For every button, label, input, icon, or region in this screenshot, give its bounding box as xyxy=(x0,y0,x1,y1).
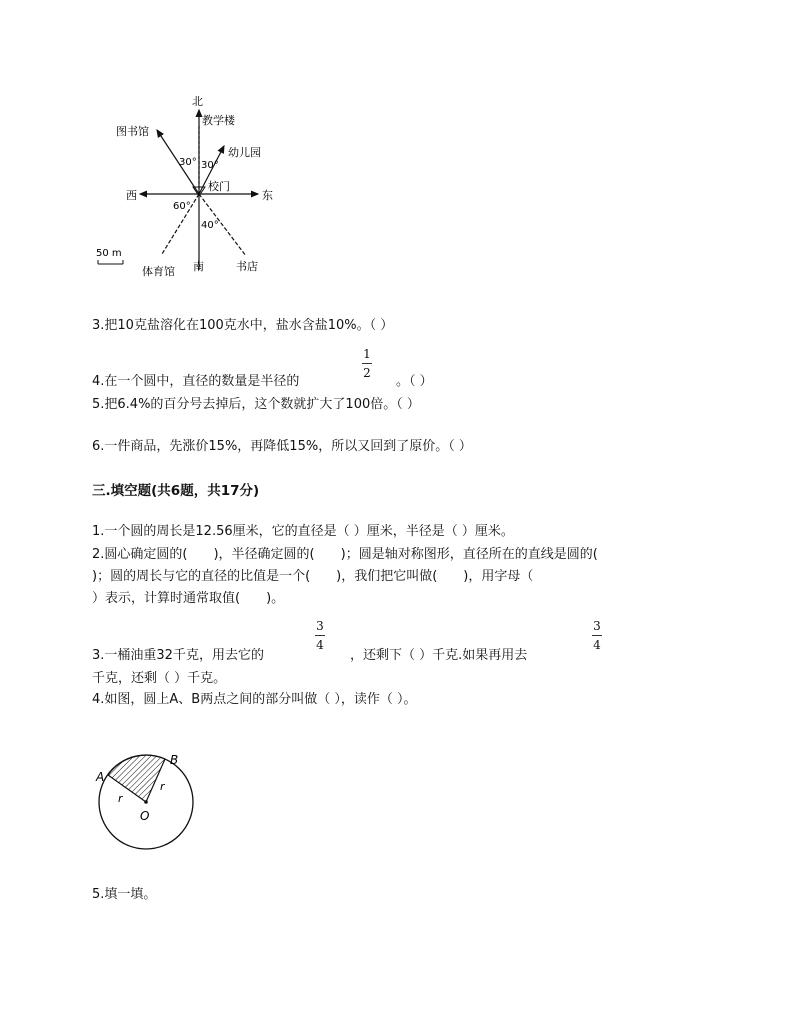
fill-question-2-line-1: 2.圆心确定圆的( )，半径确定圆的( )；圆是轴对称图形，直径所在的直线是圆的( xyxy=(92,547,598,562)
radius-right-label: r xyxy=(160,780,165,793)
scale-label: 50 m xyxy=(96,248,122,259)
point-a-label: A xyxy=(96,770,105,784)
fill-question-3-middle: ，还剩下（ ）千克.如果再用去 xyxy=(350,648,528,663)
fill-question-4: 4.如图，圆上A、B两点之间的部分叫做（ ），读作（ ）。 xyxy=(92,692,417,707)
section-three-title: 三.填空题(共6题，共17分) xyxy=(92,483,260,499)
fraction-numerator: 1 xyxy=(363,347,371,361)
fill-question-3-line-2: 千克，还剩（ ）千克。 xyxy=(92,671,227,686)
point-b-label: B xyxy=(170,753,179,767)
fill-question-2-line-2: )；圆的周长与它的直径的比值是一个( )，我们把它叫做( )，用字母（ xyxy=(92,569,534,584)
circle-sector-diagram xyxy=(88,745,203,855)
judgment-question-4-text: 4.在一个圆中，直径的数量是半径的 xyxy=(92,374,300,389)
fill-question-5: 5.填一填。 xyxy=(92,887,157,902)
fraction-numerator: 3 xyxy=(316,619,324,633)
shaded-sector xyxy=(108,755,165,802)
judgment-question-5: 5.把6.4%的百分号去掉后，这个数就扩大了100倍。（ ） xyxy=(92,397,420,412)
angle-40-label: 40° xyxy=(201,220,219,231)
north-label: 北 xyxy=(192,95,203,108)
radius-left-label: r xyxy=(118,792,123,805)
judgment-question-6: 6.一件商品，先涨价15%，再降低15%，所以又回到了原价。（ ） xyxy=(92,439,472,454)
direction-diagram xyxy=(90,90,290,285)
fill-question-2-line-3: ）表示，计算时通常取值( )。 xyxy=(92,591,285,606)
angle-30-left-label: 30° xyxy=(179,157,197,168)
fraction-denominator: 2 xyxy=(363,366,371,380)
south-label: 南 xyxy=(193,260,204,273)
fraction-denominator: 4 xyxy=(593,638,601,652)
east-label: 东 xyxy=(262,189,273,202)
judgment-question-3: 3.把10克盐溶化在100克水中，盐水含盐10%。（ ） xyxy=(92,318,394,333)
fill-question-1: 1.一个圆的周长是12.56厘米，它的直径是（ ）厘米，半径是（ ）厘米。 xyxy=(92,524,514,539)
fraction-one-half xyxy=(359,348,375,379)
judgment-question-4-end: 。（ ） xyxy=(396,374,433,389)
center-point xyxy=(144,800,148,804)
kindergarten-label: 幼儿园 xyxy=(228,146,261,159)
fraction-three-quarters-1 xyxy=(312,620,328,651)
school-gate-label: 校门 xyxy=(208,180,230,193)
library-label: 图书馆 xyxy=(116,125,149,138)
bookstore-label: 书店 xyxy=(236,260,258,273)
center-o-label: O xyxy=(140,809,150,823)
fraction-three-quarters-2 xyxy=(589,620,605,651)
fraction-numerator: 3 xyxy=(593,619,601,633)
west-label: 西 xyxy=(126,189,137,202)
angle-30-right-label: 30° xyxy=(201,160,219,171)
angle-60-label: 60° xyxy=(173,201,191,212)
fraction-denominator: 4 xyxy=(316,638,324,652)
teaching-building-label: 教学楼 xyxy=(202,114,235,127)
fill-question-3-text: 3.一桶油重32千克，用去它的 xyxy=(92,648,264,663)
gym-label: 体育馆 xyxy=(142,265,175,278)
